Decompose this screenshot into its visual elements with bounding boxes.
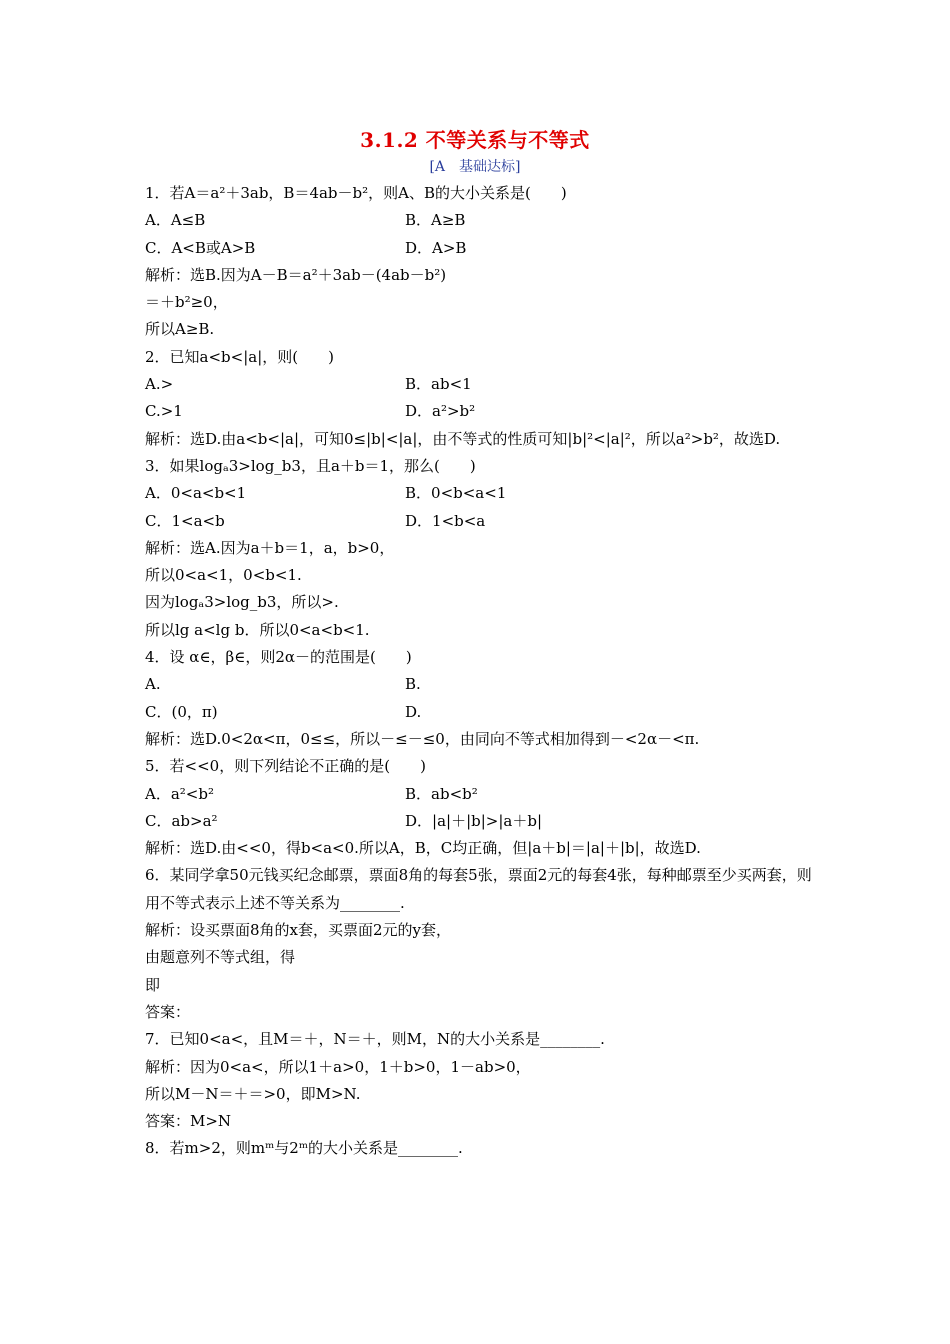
option-row bbox=[145, 781, 815, 808]
option-right: D. bbox=[405, 702, 422, 721]
text-line: 3．如果logₐ3>log_b3，且a＋b＝1，那么( ) bbox=[145, 456, 476, 475]
option-left: A．A≤B bbox=[145, 211, 206, 230]
option-right: B．ab<b² bbox=[405, 784, 478, 803]
option-left: C.>1 bbox=[145, 402, 183, 421]
text-line: 8．若m>2，则mᵐ与2ᵐ的大小关系是________. bbox=[145, 1139, 463, 1158]
page-title: 3.1.2 不等关系与不等式 bbox=[360, 128, 590, 152]
option-row bbox=[145, 398, 815, 425]
option-right: D．a²>b² bbox=[405, 402, 476, 421]
text-line: 解析：选D.0<2α<π，0≤≤，所以－≤－≤0，由同向不等式相加得到－<2α－<π. bbox=[145, 729, 700, 748]
option-left: C．(0，π) bbox=[145, 702, 218, 721]
option-right: B．ab<1 bbox=[405, 375, 472, 394]
option-row bbox=[145, 508, 815, 535]
option-row bbox=[145, 371, 815, 398]
option-left: C．A<B或A>B bbox=[145, 238, 256, 257]
text-line: 2．已知a<b<|a|，则( ) bbox=[145, 347, 334, 366]
text-line: 所以lg a<lg b．所以0<a<b<1. bbox=[145, 620, 370, 639]
text-line: ＝＋b²≥0， bbox=[145, 293, 228, 312]
section-subtitle: [A 基础达标] bbox=[429, 159, 521, 175]
option-right: B．0<b<a<1 bbox=[405, 484, 507, 503]
option-left: C．ab>a² bbox=[145, 811, 218, 830]
option-row bbox=[145, 671, 815, 698]
text-line: 5．若<<0，则下列结论不正确的是( ) bbox=[145, 757, 426, 776]
text-line: 由题意列不等式组，得 bbox=[145, 948, 296, 967]
text-line: 所以0<a<1，0<b<1. bbox=[145, 566, 302, 585]
text-line: 1．若A＝a²＋3ab，B＝4ab－b²，则A、B的大小关系是( ) bbox=[145, 184, 567, 202]
option-left: A.> bbox=[145, 375, 174, 394]
option-right: D．A>B bbox=[405, 238, 467, 257]
text-line: 解析：设买票面8角的x套，买票面2元的y套， bbox=[145, 921, 452, 940]
text-line: 7．已知0<a<，且M＝＋，N＝＋，则M，N的大小关系是________. bbox=[145, 1030, 605, 1049]
text-line: 所以M－N＝＋＝>0，即M>N. bbox=[145, 1084, 361, 1103]
option-left: A．a²<b² bbox=[145, 784, 214, 803]
text-line: 因为logₐ3>log_b3，所以>. bbox=[145, 593, 339, 612]
text-line: 答案：M>N bbox=[145, 1112, 232, 1131]
option-right: D．1<b<a bbox=[405, 511, 486, 530]
text-line: 即 bbox=[145, 975, 161, 994]
option-row bbox=[145, 808, 815, 835]
document-body bbox=[145, 180, 815, 1163]
text-line: 所以A≥B. bbox=[145, 320, 215, 339]
option-right: D．|a|＋|b|>|a＋b| bbox=[405, 811, 543, 830]
text-line: 4．设 α∈，β∈，则2α－的范围是( ) bbox=[145, 648, 412, 667]
option-right: B．A≥B bbox=[405, 211, 466, 230]
option-row bbox=[145, 235, 815, 262]
option-row bbox=[145, 207, 815, 234]
text-line: 6．某同学拿50元钱买纪念邮票，票面8角的每套5张，票面2元的每套4张，每种邮票至少买两套，则用不等式表示上述不等关系为________. bbox=[145, 866, 812, 912]
text-line: 解析：选A.因为a＋b＝1，a，b>0， bbox=[145, 538, 395, 557]
text-line: 解析：因为0<a<，所以1＋a>0，1＋b>0，1－ab>0， bbox=[145, 1057, 531, 1076]
option-row bbox=[145, 480, 815, 507]
option-left: A．0<a<b<1 bbox=[145, 484, 247, 503]
option-row bbox=[145, 699, 815, 726]
option-left: C．1<a<b bbox=[145, 511, 225, 530]
option-left: A. bbox=[145, 675, 161, 694]
text-line: 答案： bbox=[145, 1002, 191, 1021]
text-line: 解析：选D.由a<b<|a|，可知0≤|b|<|a|，由不等式的性质可知|b|²<|a|²，所以a²>b²，故选D. bbox=[145, 429, 781, 448]
option-right: B. bbox=[405, 675, 421, 694]
text-line: 解析：选D.由<<0，得b<a<0.所以A，B，C均正确，但|a＋b|＝|a|＋|b|，故选D. bbox=[145, 839, 701, 858]
text-line: 解析：选B.因为A－B＝a²＋3ab－(4ab－b²) bbox=[145, 265, 447, 284]
